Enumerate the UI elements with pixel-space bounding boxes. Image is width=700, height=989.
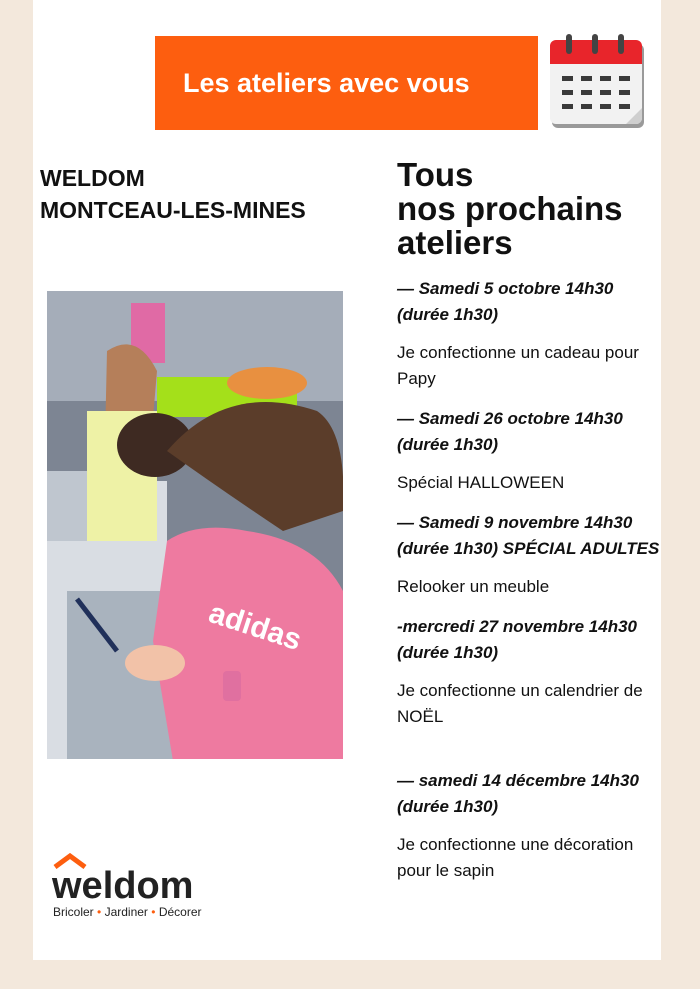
workshop-photo xyxy=(47,291,343,759)
tag-separator: • xyxy=(97,905,102,919)
banner xyxy=(155,36,538,130)
event-date: — samedi 14 décembre 14h30 (durée 1h30) xyxy=(397,771,639,816)
event-description: Je confectionne un cadeau pour Papy xyxy=(397,343,639,388)
logo-wordmark: weldom xyxy=(52,865,194,907)
workshop-photo-illustration xyxy=(47,291,343,759)
event-date: -mercredi 27 novembre 14h30 (durée 1h30) xyxy=(397,617,638,662)
event-description: Je confectionne une décoration pour le sapin xyxy=(397,835,634,880)
event-description: Relooker un meuble xyxy=(397,577,550,596)
tag-jardiner: Jardiner xyxy=(104,905,148,919)
store-name-line1: WELDOM xyxy=(40,165,145,191)
event-date: — Samedi 9 novembre 14h30 (durée 1h30) SPÉCIAL ADULTES xyxy=(397,513,660,558)
title-line1: Tous xyxy=(397,156,474,193)
store-name-line2: MONTCEAU-LES-MINES xyxy=(40,197,306,223)
title-line2: nos prochains xyxy=(397,190,623,227)
event-description: Je confectionne un calendrier de NOËL xyxy=(397,681,643,726)
tag-separator: • xyxy=(151,905,156,919)
tag-bricoler: Bricoler xyxy=(53,905,94,919)
store-name xyxy=(40,162,360,226)
logo-tagline xyxy=(53,905,202,919)
page-title xyxy=(397,158,677,260)
title-line3: ateliers xyxy=(397,224,513,261)
event-date: — Samedi 5 octobre 14h30 (durée 1h30) xyxy=(397,279,614,324)
event-list xyxy=(397,276,667,898)
event-date: — Samedi 26 octobre 14h30 (durée 1h30) xyxy=(397,409,623,454)
tag-decorer: Décorer xyxy=(158,905,202,919)
shirt-text: adidas xyxy=(204,596,306,658)
event-description: Spécial HALLOWEEN xyxy=(397,473,565,492)
banner-title: Les ateliers avec vous xyxy=(183,67,470,98)
weldom-logo xyxy=(52,853,252,923)
calendar-icon xyxy=(548,32,650,132)
